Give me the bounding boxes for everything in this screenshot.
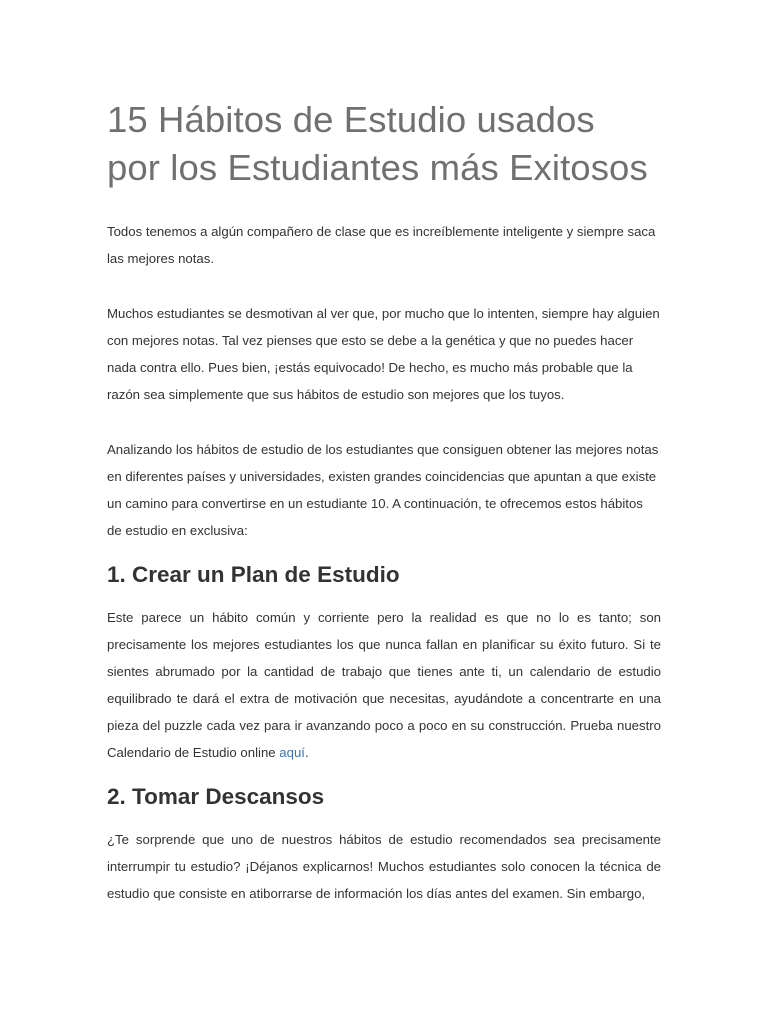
article-title-line1: 15 Hábitos de Estudio usados: [107, 99, 595, 140]
section-2-heading: 2. Tomar Descansos: [107, 784, 325, 809]
section-1-paragraph: [107, 604, 661, 766]
calendar-link[interactable]: aquí: [279, 745, 305, 760]
article: [107, 96, 661, 935]
article-title: [107, 96, 661, 192]
article-title-line2: por los Estudiantes más Exitosos: [107, 147, 648, 188]
intro-paragraph-1: Todos tenemos a algún compañero de clase que es increíblemente inteligente y siempre saca las mejores notas.: [107, 224, 656, 266]
intro-paragraph-3: Analizando los hábitos de estudio de los estudiantes que consiguen obtener las mejores notas en diferentes países y universidades, existen grandes coincidencias que apuntan a que existe un camino para convertirse en un estudiante 10. A continuación, te ofrecemos estos hábitos de estudio en exclusiva:: [107, 442, 659, 538]
intro-paragraph-2: Muchos estudiantes se desmotivan al ver que, por mucho que lo intenten, siempre hay alguien con mejores notas. Tal vez pienses que esto se debe a la genética y que no puedes hacer nada contra ello. Pues bien, ¡estás equivocado! De hecho, es mucho más probable que la razón sea simplemente que sus hábitos de estudio son mejores que los tuyos.: [107, 306, 660, 402]
section-1-period: .: [304, 745, 309, 760]
section-1-heading: 1. Crear un Plan de Estudio: [107, 562, 400, 587]
section-1-text: Este parece un hábito común y corriente pero la realidad es que no lo es tanto; son precisamente los mejores estudiantes los que nunca fallan en planificar su éxito futuro. Si te sientes abrumado por la cantidad de trabajo que tienes ante ti, un calendario de estudio equilibrado te dará el extra de motivación que necesitas, ayudándote a concentrarte en una pieza del puzzle cada vez para ir avanzando poco a poco en su construcción. Prueba nuestro Calendario de Estudio online: [107, 610, 661, 760]
section-2-paragraph: ¿Te sorprende que uno de nuestros hábitos de estudio recomendados sea precisamente interrumpir tu estudio? ¡Déjanos explicarnos! Muchos estudiantes solo conocen la técnica de estudio que consiste en atiborrarse de información los días antes del examen. Sin embargo,: [107, 832, 661, 901]
